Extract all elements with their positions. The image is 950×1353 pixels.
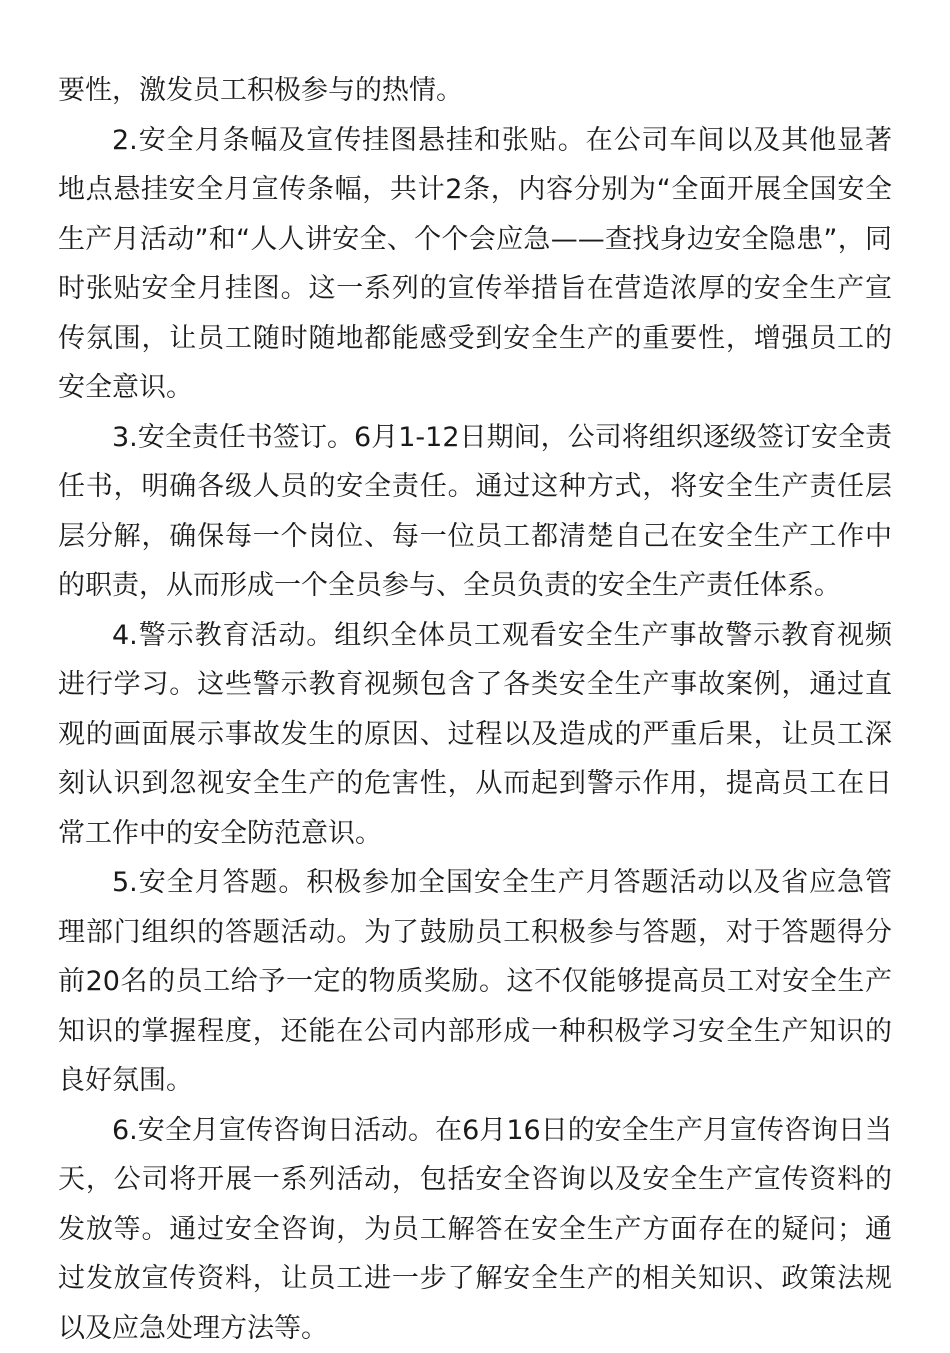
- paragraph-responsibility-letter: 3.安全责任书签订。6月1-12日期间，公司将组织逐级签订安全责任书，明确各级人员的安全责任。通过这种方式，将安全生产责任层层分解，确保每一个岗位、每一位员工都清楚自己在安全生产工作中的职责，从而形成一个全员参与、全员负责的安全生产责任体系。: [58, 413, 892, 611]
- paragraph-consultation-day: 6.安全月宣传咨询日活动。在6月16日的安全生产月宣传咨询日当天，公司将开展一系列活动，包括安全咨询以及安全生产宣传资料的发放等。通过安全咨询，为员工解答在安全生产方面存在的疑问；通过发放宣传资料，让员工进一步了解安全生产的相关知识、政策法规以及应急处理方法等。: [58, 1106, 892, 1353]
- paragraph-warning-education: 4.警示教育活动。组织全体员工观看安全生产事故警示教育视频进行学习。这些警示教育视频包含了各类安全生产事故案例，通过直观的画面展示事故发生的原因、过程以及造成的严重后果，让员工深刻认识到忽视安全生产的危害性，从而起到警示作用，提高员工在日常工作中的安全防范意识。: [58, 611, 892, 859]
- paragraph-banners-posters: 2.安全月条幅及宣传挂图悬挂和张贴。在公司车间以及其他显著地点悬挂安全月宣传条幅，共计2条，内容分别为“全面开展全国安全生产月活动”和“人人讲安全、个个会应急——查找身边安全隐患”，同时张贴安全月挂图。这一系列的宣传举措旨在营造浓厚的安全生产宣传氛围，让员工随时随地都能感受到安全生产的重要性，增强员工的安全意识。: [58, 116, 892, 413]
- document-body: [58, 66, 892, 1353]
- paragraph-safety-quiz: 5.安全月答题。积极参加全国安全生产月答题活动以及省应急管理部门组织的答题活动。为了鼓励员工积极参与答题，对于答题得分前20名的员工给予一定的物质奖励。这不仅能够提高员工对安全生产知识的掌握程度，还能在公司内部形成一种积极学习安全生产知识的良好氛围。: [58, 858, 892, 1106]
- paragraph-continuation: 要性，激发员工积极参与的热情。: [58, 66, 892, 116]
